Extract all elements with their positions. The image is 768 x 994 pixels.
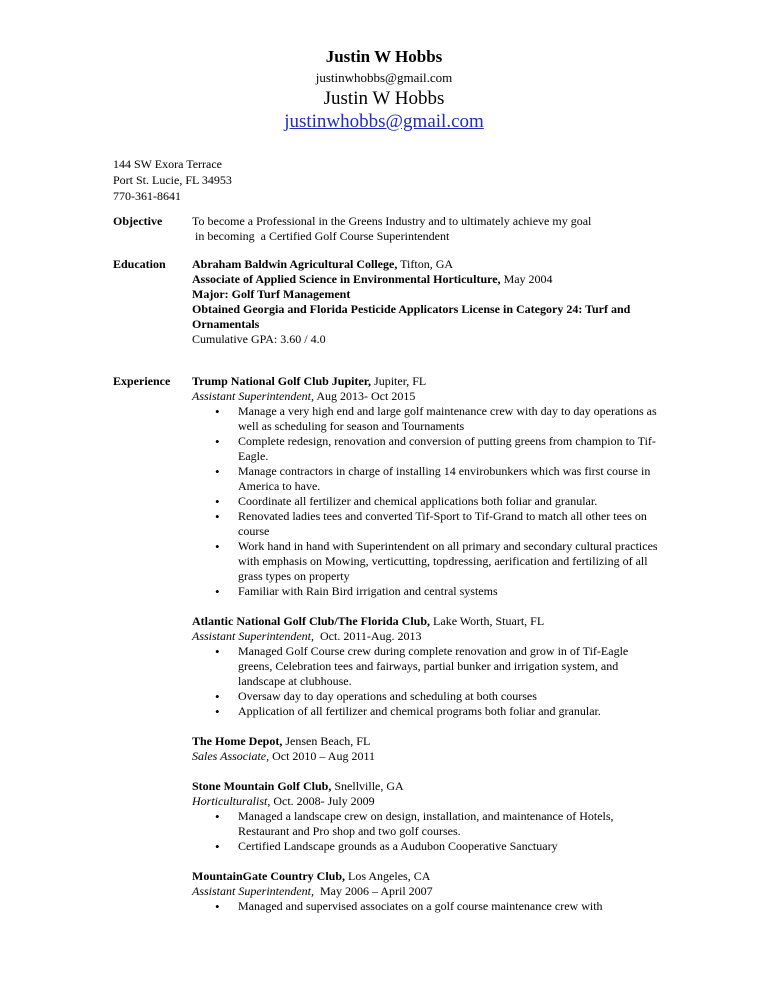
employer-location: Jupiter, FL [371,374,427,388]
job-duties [192,644,662,719]
job-title: Assistant Superintendent, [192,389,314,403]
bullet-icon: • [215,434,220,449]
job-entry [192,614,662,719]
duty-item: • Managed and supervised associates on a golf course maintenance crew with [215,899,603,914]
bullet-icon: • [215,509,220,524]
employer-name: Atlantic National Golf Club/The Florida Club, [192,614,431,628]
bullet-icon: • [215,689,220,704]
job-duties [192,899,662,914]
job-dates: May 2006 – April 2007 [314,884,433,898]
employer-name: Trump National Golf Club Jupiter, [192,374,372,388]
job-dates: Aug 2013- Oct 2015 [314,389,416,403]
objective-label: Objective [113,214,163,228]
employer-name: Stone Mountain Golf Club, [192,779,332,793]
duty-item: • Work hand in hand with Superintendent on all primary and secondary cultural practices with emphasis on Mowing, verticutting, topdressing, aerification and fertilizing of all grass types on property [215,539,658,583]
bullet-icon: • [215,899,220,914]
job-duties [192,809,662,854]
job-title: Assistant Superintendent, [192,629,314,643]
major: Major: Golf Turf Management [192,287,351,301]
objective-text [192,214,662,244]
duty-item: • Familiar with Rain Bird irrigation and central systems [215,584,498,599]
duty-item: • Manage a very high end and large golf maintenance crew with day to day operations as well as scheduling for season and Tournaments [215,404,657,433]
job-title: Horticulturalist, [192,794,271,808]
employer-location: Lake Worth, Stuart, FL [430,614,545,628]
job-entry [192,374,662,599]
employer-name: The Home Depot, [192,734,283,748]
job-entry [192,734,662,764]
job-dates: Oct 2010 – Aug 2011 [269,749,375,763]
email-text: justinwhobbs@gmail.com [315,70,453,85]
job-dates: Oct. 2011-Aug. 2013 [314,629,422,643]
name-heading: Justin W Hobbs [325,47,443,66]
degree-date: May 2004 [500,272,553,286]
bullet-icon: • [215,584,220,599]
bullet-icon: • [215,494,220,509]
duty-item: • Application of all fertilizer and chemical programs both foliar and granular. [215,704,601,719]
objective-line-1: To become a Professional in the Greens Industry and to ultimately achieve my goal [192,214,592,228]
duty-item: • Certified Landscape grounds as a Audubon Cooperative Sanctuary [215,839,558,854]
employer-name: MountainGate Country Club, [192,869,346,883]
street-address: 144 SW Exora Terrace [113,157,223,171]
degree-name: Associate of Applied Science in Environmental Horticulture, [192,272,501,286]
duty-item: • Managed a landscape crew on design, installation, and maintenance of Hotels, Restaurant and Pro shop and two golf courses. [215,809,614,838]
city-state-zip: Port St. Lucie, FL 34953 [113,173,232,187]
school-name: Abraham Baldwin Agricultural College, [192,257,398,271]
job-duties [192,404,662,599]
employer-location: Los Angeles, CA [345,869,431,883]
job-title: Assistant Superintendent, [192,884,314,898]
gpa: Cumulative GPA: 3.60 / 4.0 [192,332,326,346]
license: Obtained Georgia and Florida Pesticide Applicators License in Category 24: Turf and Ornamentals [192,302,631,331]
bullet-icon: • [215,704,220,719]
objective-line-2: in becoming a Certified Golf Course Superintendent [192,229,450,243]
duty-item: • Coordinate all fertilizer and chemical applications both foliar and granular. [215,494,598,509]
phone-number: 770-361-8641 [113,189,181,203]
employer-location: Jensen Beach, FL [282,734,371,748]
employer-location: Snellville, GA [331,779,404,793]
duty-item: • Managed Golf Course crew during complete renovation and grow in of Tif-Eagle greens, Celebration tees and fairways, partial bunker and irrigation system, and landscape at clubhouse. [215,644,629,688]
contact-address [113,156,232,204]
bullet-icon: • [215,839,220,854]
bullet-icon: • [215,464,220,479]
bullet-icon: • [215,809,220,824]
email-link[interactable]: justinwhobbs@gmail.com [284,111,484,132]
job-title: Sales Associate, [192,749,270,763]
school-location: Tifton, GA [397,257,454,271]
duty-item: • Renovated ladies tees and converted Tif-Sport to Tif-Grand to match all other tees on course [215,509,647,538]
job-entry [192,779,662,854]
duty-item: • Manage contractors in charge of installing 14 envirobunkers which was first course in America to have. [215,464,651,493]
bullet-icon: • [215,539,220,554]
job-dates: Oct. 2008- July 2009 [270,794,375,808]
education-section [192,257,662,347]
experience-label: Experience [113,374,171,388]
job-entry [192,869,662,914]
duty-item: • Oversaw day to day operations and scheduling at both courses [215,689,537,704]
experience-section [192,374,662,929]
education-label: Education [113,257,166,271]
bullet-icon: • [215,644,220,659]
bullet-icon: • [215,404,220,419]
duty-item: • Complete redesign, renovation and conversion of putting greens from champion to Tif-Eagle. [215,434,656,463]
name-heading-large: Justin W Hobbs [323,88,445,109]
